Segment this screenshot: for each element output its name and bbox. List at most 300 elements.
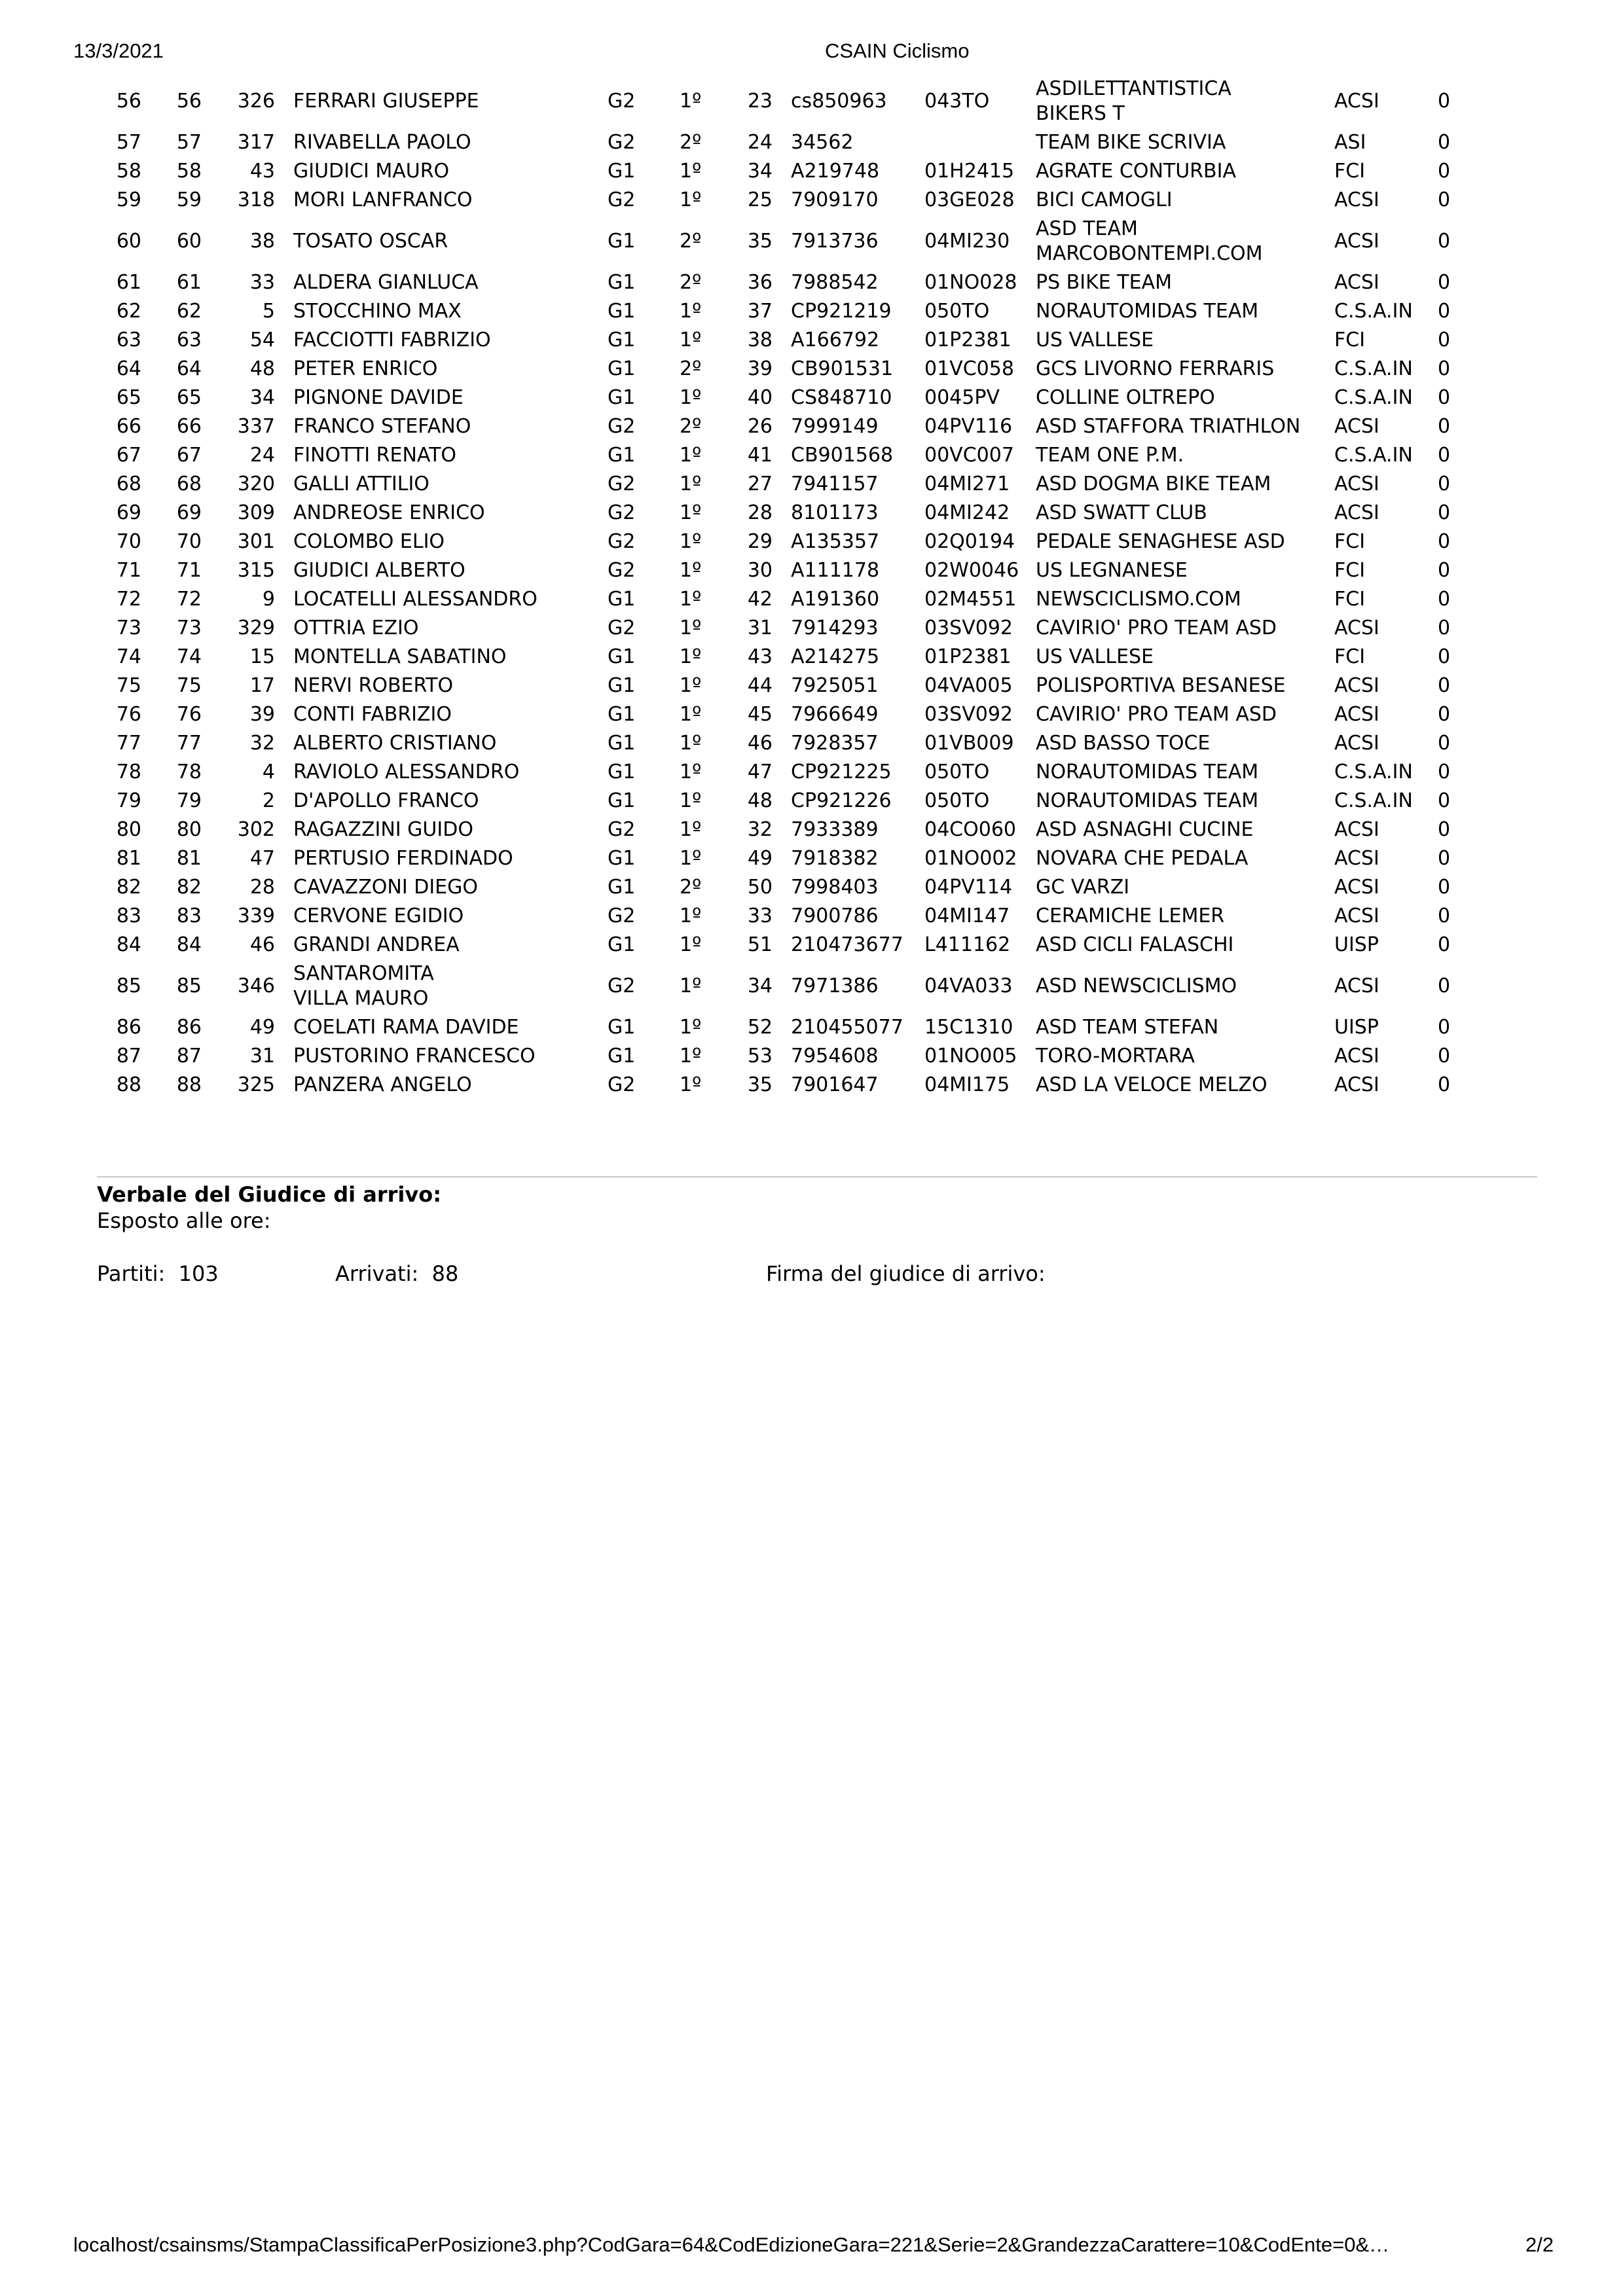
cell-team-name: ASD NEWSCICLISMO [1036,975,1237,997]
cell-category: G2 [608,131,636,154]
cell-licence: 7914293 [791,617,879,639]
cell-ente: C.S.A.IN [1334,386,1413,409]
cell-cat-pos: 26 [747,415,773,438]
cell-pos2: 70 [176,530,202,553]
cell-bib: 337 [237,415,275,438]
cell-pos2: 57 [176,131,202,154]
cell-cat-pos: 32 [747,818,773,841]
cell-category: G1 [608,674,636,697]
cell-pos: 59 [116,188,141,211]
cell-category: G1 [608,271,636,294]
cell-penalty: 0 [1438,501,1451,524]
cell-bib: 48 [249,357,275,380]
firma-label: Firma del giudice di arrivo: [766,1261,1046,1286]
cell-cat-pos: 41 [747,444,773,467]
cell-rider-name: CERVONE EGIDIO [293,905,464,927]
cell-rider-name: RAGAZZINI GUIDO [293,818,473,841]
cell-cat-pos: 25 [747,188,773,211]
cell-bib: 2 [262,789,275,812]
cell-licence: CP921219 [791,300,892,323]
cell-category: G2 [608,1073,636,1096]
cell-cat-rank: 2º [680,271,702,294]
cell-cat-pos: 39 [747,357,773,380]
cell-penalty: 0 [1438,473,1451,495]
cell-licence: CB901568 [791,444,894,467]
cell-cat-rank: 1º [680,761,702,783]
cell-society-code: 02W0046 [924,559,1019,582]
cell-pos: 60 [116,230,141,253]
cell-pos: 86 [116,1016,141,1039]
cell-society-code: 00VC007 [924,444,1014,467]
cell-bib: 320 [237,473,275,495]
cell-society-code: 03SV092 [924,703,1013,726]
cell-rider-name: PIGNONE DAVIDE [293,386,464,409]
table-row [93,470,1487,499]
cell-team-name: POLISPORTIVA BESANESE [1036,674,1286,697]
cell-bib: 317 [237,131,275,154]
cell-penalty: 0 [1438,357,1451,380]
table-row [93,931,1487,960]
cell-penalty: 0 [1438,905,1451,927]
cell-team-name: BICI CAMOGLI [1036,188,1173,211]
cell-pos2: 69 [176,501,202,524]
cell-team-name: CAVIRIO' PRO TEAM ASD [1036,617,1277,639]
cell-cat-rank: 1º [680,1045,702,1067]
table-row [93,1071,1487,1100]
cell-penalty: 0 [1438,588,1451,611]
table-row [93,441,1487,470]
cell-licence: 7998403 [791,876,879,899]
cell-pos: 68 [116,473,141,495]
cell-licence: A111178 [791,559,880,582]
cell-rider-name: FINOTTI RENATO [293,444,457,467]
cell-cat-rank: 2º [680,357,702,380]
cell-team-name: NOVARA CHE PEDALA [1036,847,1249,870]
partiti-count: Partiti: 103 [97,1261,219,1286]
cell-cat-rank: 1º [680,847,702,870]
cell-team-name: CAVIRIO' PRO TEAM ASD [1036,703,1277,726]
cell-cat-rank: 1º [680,617,702,639]
cell-cat-pos: 35 [747,1073,773,1096]
cell-cat-rank: 1º [680,90,702,113]
cell-pos2: 87 [176,1045,202,1067]
cell-team-name: ASD DOGMA BIKE TEAM [1036,473,1271,495]
table-row [93,128,1487,157]
cell-society-code: 043TO [924,90,990,113]
cell-pos: 76 [116,703,141,726]
cell-cat-rank: 1º [680,818,702,841]
cell-licence: 7971386 [791,975,879,997]
cell-cat-pos: 44 [747,674,773,697]
cell-ente: UISP [1334,933,1379,956]
table-row [93,1042,1487,1071]
cell-bib: 46 [249,933,275,956]
cell-society-code: 01NO002 [924,847,1017,870]
cell-pos2: 84 [176,933,202,956]
cell-cat-pos: 47 [747,761,773,783]
cell-society-code: 02M4551 [924,588,1017,611]
cell-category: G1 [608,645,636,668]
cell-bib: 49 [249,1016,275,1039]
cell-category: G1 [608,703,636,726]
cell-licence: 7900786 [791,905,879,927]
cell-licence: 7925051 [791,674,879,697]
cell-penalty: 0 [1438,645,1451,668]
cell-cat-rank: 1º [680,501,702,524]
cell-category: G1 [608,876,636,899]
table-row [93,902,1487,931]
cell-cat-rank: 1º [680,1073,702,1096]
cell-rider-name: ALDERA GIANLUCA [293,271,479,294]
cell-pos2: 74 [176,645,202,668]
cell-society-code: 01NO028 [924,271,1017,294]
cell-bib: 339 [237,905,275,927]
cell-licence: CS848710 [791,386,892,409]
cell-pos2: 68 [176,473,202,495]
cell-rider-name: FRANCO STEFANO [293,415,471,438]
cell-rider-name: D'APOLLO FRANCO [293,789,479,812]
cell-cat-rank: 1º [680,789,702,812]
cell-cat-pos: 46 [747,732,773,755]
cell-pos: 70 [116,530,141,553]
cell-team-name: CERAMICHE LEMER [1036,905,1225,927]
cell-ente: ACSI [1334,473,1379,495]
cell-society-code: 03SV092 [924,617,1013,639]
cell-rider-name: FERRARI GIUSEPPE [293,90,479,113]
cell-society-code: 15C1310 [924,1016,1013,1039]
cell-penalty: 0 [1438,818,1451,841]
table-row [93,643,1487,672]
cell-penalty: 0 [1438,732,1451,755]
cell-bib: 38 [249,230,275,253]
cell-team-name: ASDILETTANTISTICA BIKERS T [1036,77,1231,125]
cell-team-name: ASD ASNAGHI CUCINE [1036,818,1254,841]
cell-penalty: 0 [1438,933,1451,956]
cell-cat-pos: 34 [747,975,773,997]
cell-licence: CP921225 [791,761,892,783]
cell-rider-name: ALBERTO CRISTIANO [293,732,497,755]
cell-ente: UISP [1334,1016,1379,1039]
results-table [93,75,1487,1100]
cell-licence: 7909170 [791,188,879,211]
cell-pos: 80 [116,818,141,841]
cell-cat-pos: 45 [747,703,773,726]
cell-team-name: ASD SWATT CLUB [1036,501,1207,524]
cell-penalty: 0 [1438,415,1451,438]
cell-ente: ACSI [1334,905,1379,927]
cell-ente: FCI [1334,329,1366,351]
cell-pos2: 75 [176,674,202,697]
cell-bib: 325 [237,1073,275,1096]
cell-rider-name: RIVABELLA PAOLO [293,131,471,154]
cell-bib: 15 [249,645,275,668]
cell-pos: 62 [116,300,141,323]
cell-society-code: 02Q0194 [924,530,1015,553]
cell-bib: 301 [237,530,275,553]
cell-team-name: ASD STAFFORA TRIATHLON [1036,415,1301,438]
cell-cat-pos: 23 [747,90,773,113]
cell-pos2: 56 [176,90,202,113]
cell-ente: ACSI [1334,1073,1379,1096]
cell-rider-name: RAVIOLO ALESSANDRO [293,761,520,783]
cell-category: G2 [608,188,636,211]
cell-penalty: 0 [1438,674,1451,697]
table-row [93,844,1487,873]
cell-team-name: ASD CICLI FALASCHI [1036,933,1234,956]
cell-pos2: 59 [176,188,202,211]
cell-licence: 210455077 [791,1016,903,1039]
table-row [93,787,1487,816]
cell-pos2: 76 [176,703,202,726]
cell-penalty: 0 [1438,131,1451,154]
cell-penalty: 0 [1438,188,1451,211]
cell-bib: 4 [262,761,275,783]
table-row [93,157,1487,186]
cell-society-code: 04MI242 [924,501,1010,524]
cell-pos2: 85 [176,975,202,997]
cell-rider-name: CONTI FABRIZIO [293,703,452,726]
cell-pos2: 79 [176,789,202,812]
cell-pos: 79 [116,789,141,812]
cell-society-code: 01VB009 [924,732,1014,755]
cell-ente: ACSI [1334,415,1379,438]
cell-cat-rank: 1º [680,588,702,611]
cell-cat-pos: 36 [747,271,773,294]
cell-society-code: 04MI147 [924,905,1010,927]
cell-cat-pos: 52 [747,1016,773,1039]
cell-category: G2 [608,90,636,113]
cell-ente: C.S.A.IN [1334,357,1413,380]
cell-pos: 61 [116,271,141,294]
cell-penalty: 0 [1438,559,1451,582]
cell-category: G1 [608,329,636,351]
cell-ente: ACSI [1334,674,1379,697]
cell-pos2: 81 [176,847,202,870]
cell-cat-rank: 1º [680,1016,702,1039]
cell-penalty: 0 [1438,1016,1451,1039]
cell-rider-name: TOSATO OSCAR [293,230,448,253]
table-row [93,614,1487,643]
cell-licence: 34562 [791,131,854,154]
cell-pos2: 86 [176,1016,202,1039]
cell-ente: ASI [1334,131,1366,154]
cell-pos: 58 [116,160,141,183]
cell-pos: 77 [116,732,141,755]
cell-bib: 28 [249,876,275,899]
cell-cat-pos: 30 [747,559,773,582]
cell-bib: 302 [237,818,275,841]
cell-licence: A135357 [791,530,880,553]
cell-pos: 69 [116,501,141,524]
table-row [93,268,1487,297]
cell-category: G1 [608,1016,636,1039]
cell-rider-name: PANZERA ANGELO [293,1073,472,1096]
cell-penalty: 0 [1438,617,1451,639]
cell-pos: 66 [116,415,141,438]
cell-ente: FCI [1334,530,1366,553]
cell-cat-rank: 1º [680,703,702,726]
cell-category: G1 [608,357,636,380]
cell-bib: 329 [237,617,275,639]
cell-licence: 7918382 [791,847,879,870]
cell-pos: 74 [116,645,141,668]
results-body [93,75,1487,1100]
cell-licence: 7954608 [791,1045,879,1067]
cell-rider-name: PERTUSIO FERDINADO [293,847,513,870]
cell-team-name: TORO-MORTARA [1036,1045,1195,1067]
cell-penalty: 0 [1438,300,1451,323]
cell-penalty: 0 [1438,1045,1451,1067]
cell-cat-pos: 51 [747,933,773,956]
cell-rider-name: GIUDICI ALBERTO [293,559,465,582]
cell-category: G2 [608,473,636,495]
cell-pos: 83 [116,905,141,927]
cell-cat-pos: 29 [747,530,773,553]
cell-ente: ACSI [1334,732,1379,755]
cell-team-name: GCS LIVORNO FERRARIS [1036,357,1275,380]
cell-team-name: TEAM BIKE SCRIVIA [1036,131,1226,154]
section-divider [97,1176,1537,1177]
cell-society-code: 050TO [924,789,990,812]
cell-ente: C.S.A.IN [1334,300,1413,323]
table-row [93,297,1487,326]
table-row [93,700,1487,729]
cell-ente: ACSI [1334,703,1379,726]
cell-licence: 7901647 [791,1073,879,1096]
cell-penalty: 0 [1438,847,1451,870]
cell-pos: 71 [116,559,141,582]
cell-cat-rank: 1º [680,386,702,409]
cell-category: G1 [608,847,636,870]
cell-pos2: 77 [176,732,202,755]
cell-cat-pos: 50 [747,876,773,899]
cell-category: G1 [608,300,636,323]
cell-cat-rank: 2º [680,230,702,253]
cell-category: G2 [608,617,636,639]
cell-category: G2 [608,530,636,553]
cell-society-code: 04VA033 [924,975,1013,997]
cell-cat-pos: 34 [747,160,773,183]
cell-cat-pos: 40 [747,386,773,409]
cell-society-code: 050TO [924,761,990,783]
cell-category: G1 [608,160,636,183]
cell-pos: 65 [116,386,141,409]
cell-society-code: 04MI175 [924,1073,1010,1096]
cell-cat-pos: 27 [747,473,773,495]
cell-ente: ACSI [1334,975,1379,997]
cell-rider-name: GALLI ATTILIO [293,473,429,495]
cell-society-code: 01NO005 [924,1045,1017,1067]
cell-penalty: 0 [1438,329,1451,351]
cell-pos2: 80 [176,818,202,841]
cell-penalty: 0 [1438,160,1451,183]
cell-ente: ACSI [1334,230,1379,253]
cell-team-name: PS BIKE TEAM [1036,271,1172,294]
cell-rider-name: LOCATELLI ALESSANDRO [293,588,538,611]
cell-pos2: 61 [176,271,202,294]
cell-cat-pos: 37 [747,300,773,323]
cell-bib: 39 [249,703,275,726]
cell-category: G2 [608,905,636,927]
cell-rider-name: ANDREOSE ENRICO [293,501,485,524]
cell-pos: 78 [116,761,141,783]
cell-category: G1 [608,732,636,755]
cell-category: G1 [608,444,636,467]
cell-penalty: 0 [1438,703,1451,726]
cell-pos2: 88 [176,1073,202,1096]
cell-bib: 24 [249,444,275,467]
cell-bib: 346 [237,975,275,997]
cell-bib: 326 [237,90,275,113]
cell-cat-rank: 1º [680,559,702,582]
cell-ente: C.S.A.IN [1334,789,1413,812]
cell-pos: 64 [116,357,141,380]
cell-pos: 87 [116,1045,141,1067]
cell-pos: 72 [116,588,141,611]
cell-bib: 31 [249,1045,275,1067]
cell-team-name: TEAM ONE P.M. [1036,444,1184,467]
cell-society-code: 01H2415 [924,160,1015,183]
cell-society-code: 01P2381 [924,645,1012,668]
cell-bib: 17 [249,674,275,697]
table-row [93,758,1487,787]
cell-society-code [921,128,1032,157]
cell-rider-name: STOCCHINO MAX [293,300,462,323]
cell-penalty: 0 [1438,444,1451,467]
cell-category: G1 [608,1045,636,1067]
cell-cat-pos: 53 [747,1045,773,1067]
cell-pos2: 65 [176,386,202,409]
cell-pos: 88 [116,1073,141,1096]
cell-team-name: ASD TEAM MARCOBONTEMPI.COM [1036,217,1263,265]
cell-rider-name: CAVAZZONI DIEGO [293,876,478,899]
table-row [93,672,1487,700]
footer-url: localhost/csainsms/StampaClassificaPerPosizione3.php?CodGara=64&CodEdizioneGara=221&Serie=2&GrandezzaCarattere=10&CodEnte=0&… [73,2233,1390,2256]
cell-ente: ACSI [1334,501,1379,524]
cell-cat-rank: 1º [680,188,702,211]
cell-bib: 5 [262,300,275,323]
cell-society-code: 050TO [924,300,990,323]
cell-cat-rank: 1º [680,732,702,755]
cell-pos2: 67 [176,444,202,467]
cell-rider-name: COELATI RAMA DAVIDE [293,1016,519,1039]
cell-bib: 47 [249,847,275,870]
cell-rider-name: FACCIOTTI FABRIZIO [293,329,491,351]
cell-team-name: ASD BASSO TOCE [1036,732,1211,755]
cell-pos: 67 [116,444,141,467]
cell-cat-rank: 1º [680,160,702,183]
cell-rider-name: MONTELLA SABATINO [293,645,507,668]
cell-cat-pos: 49 [747,847,773,870]
cell-licence: 7928357 [791,732,879,755]
cell-category: G2 [608,818,636,841]
cell-ente: FCI [1334,588,1366,611]
cell-ente: C.S.A.IN [1334,444,1413,467]
cell-cat-rank: 2º [680,131,702,154]
cell-pos: 85 [116,975,141,997]
table-row [93,816,1487,844]
cell-cat-pos: 28 [747,501,773,524]
table-row [93,499,1487,528]
cell-rider-name: PUSTORINO FRANCESCO [293,1045,536,1067]
cell-society-code: 04PV114 [924,876,1013,899]
cell-pos2: 60 [176,230,202,253]
cell-pos2: 64 [176,357,202,380]
verbale-title: Verbale del Giudice di arrivo: [97,1182,442,1207]
cell-ente: ACSI [1334,847,1379,870]
table-row [93,1013,1487,1042]
cell-penalty: 0 [1438,230,1451,253]
